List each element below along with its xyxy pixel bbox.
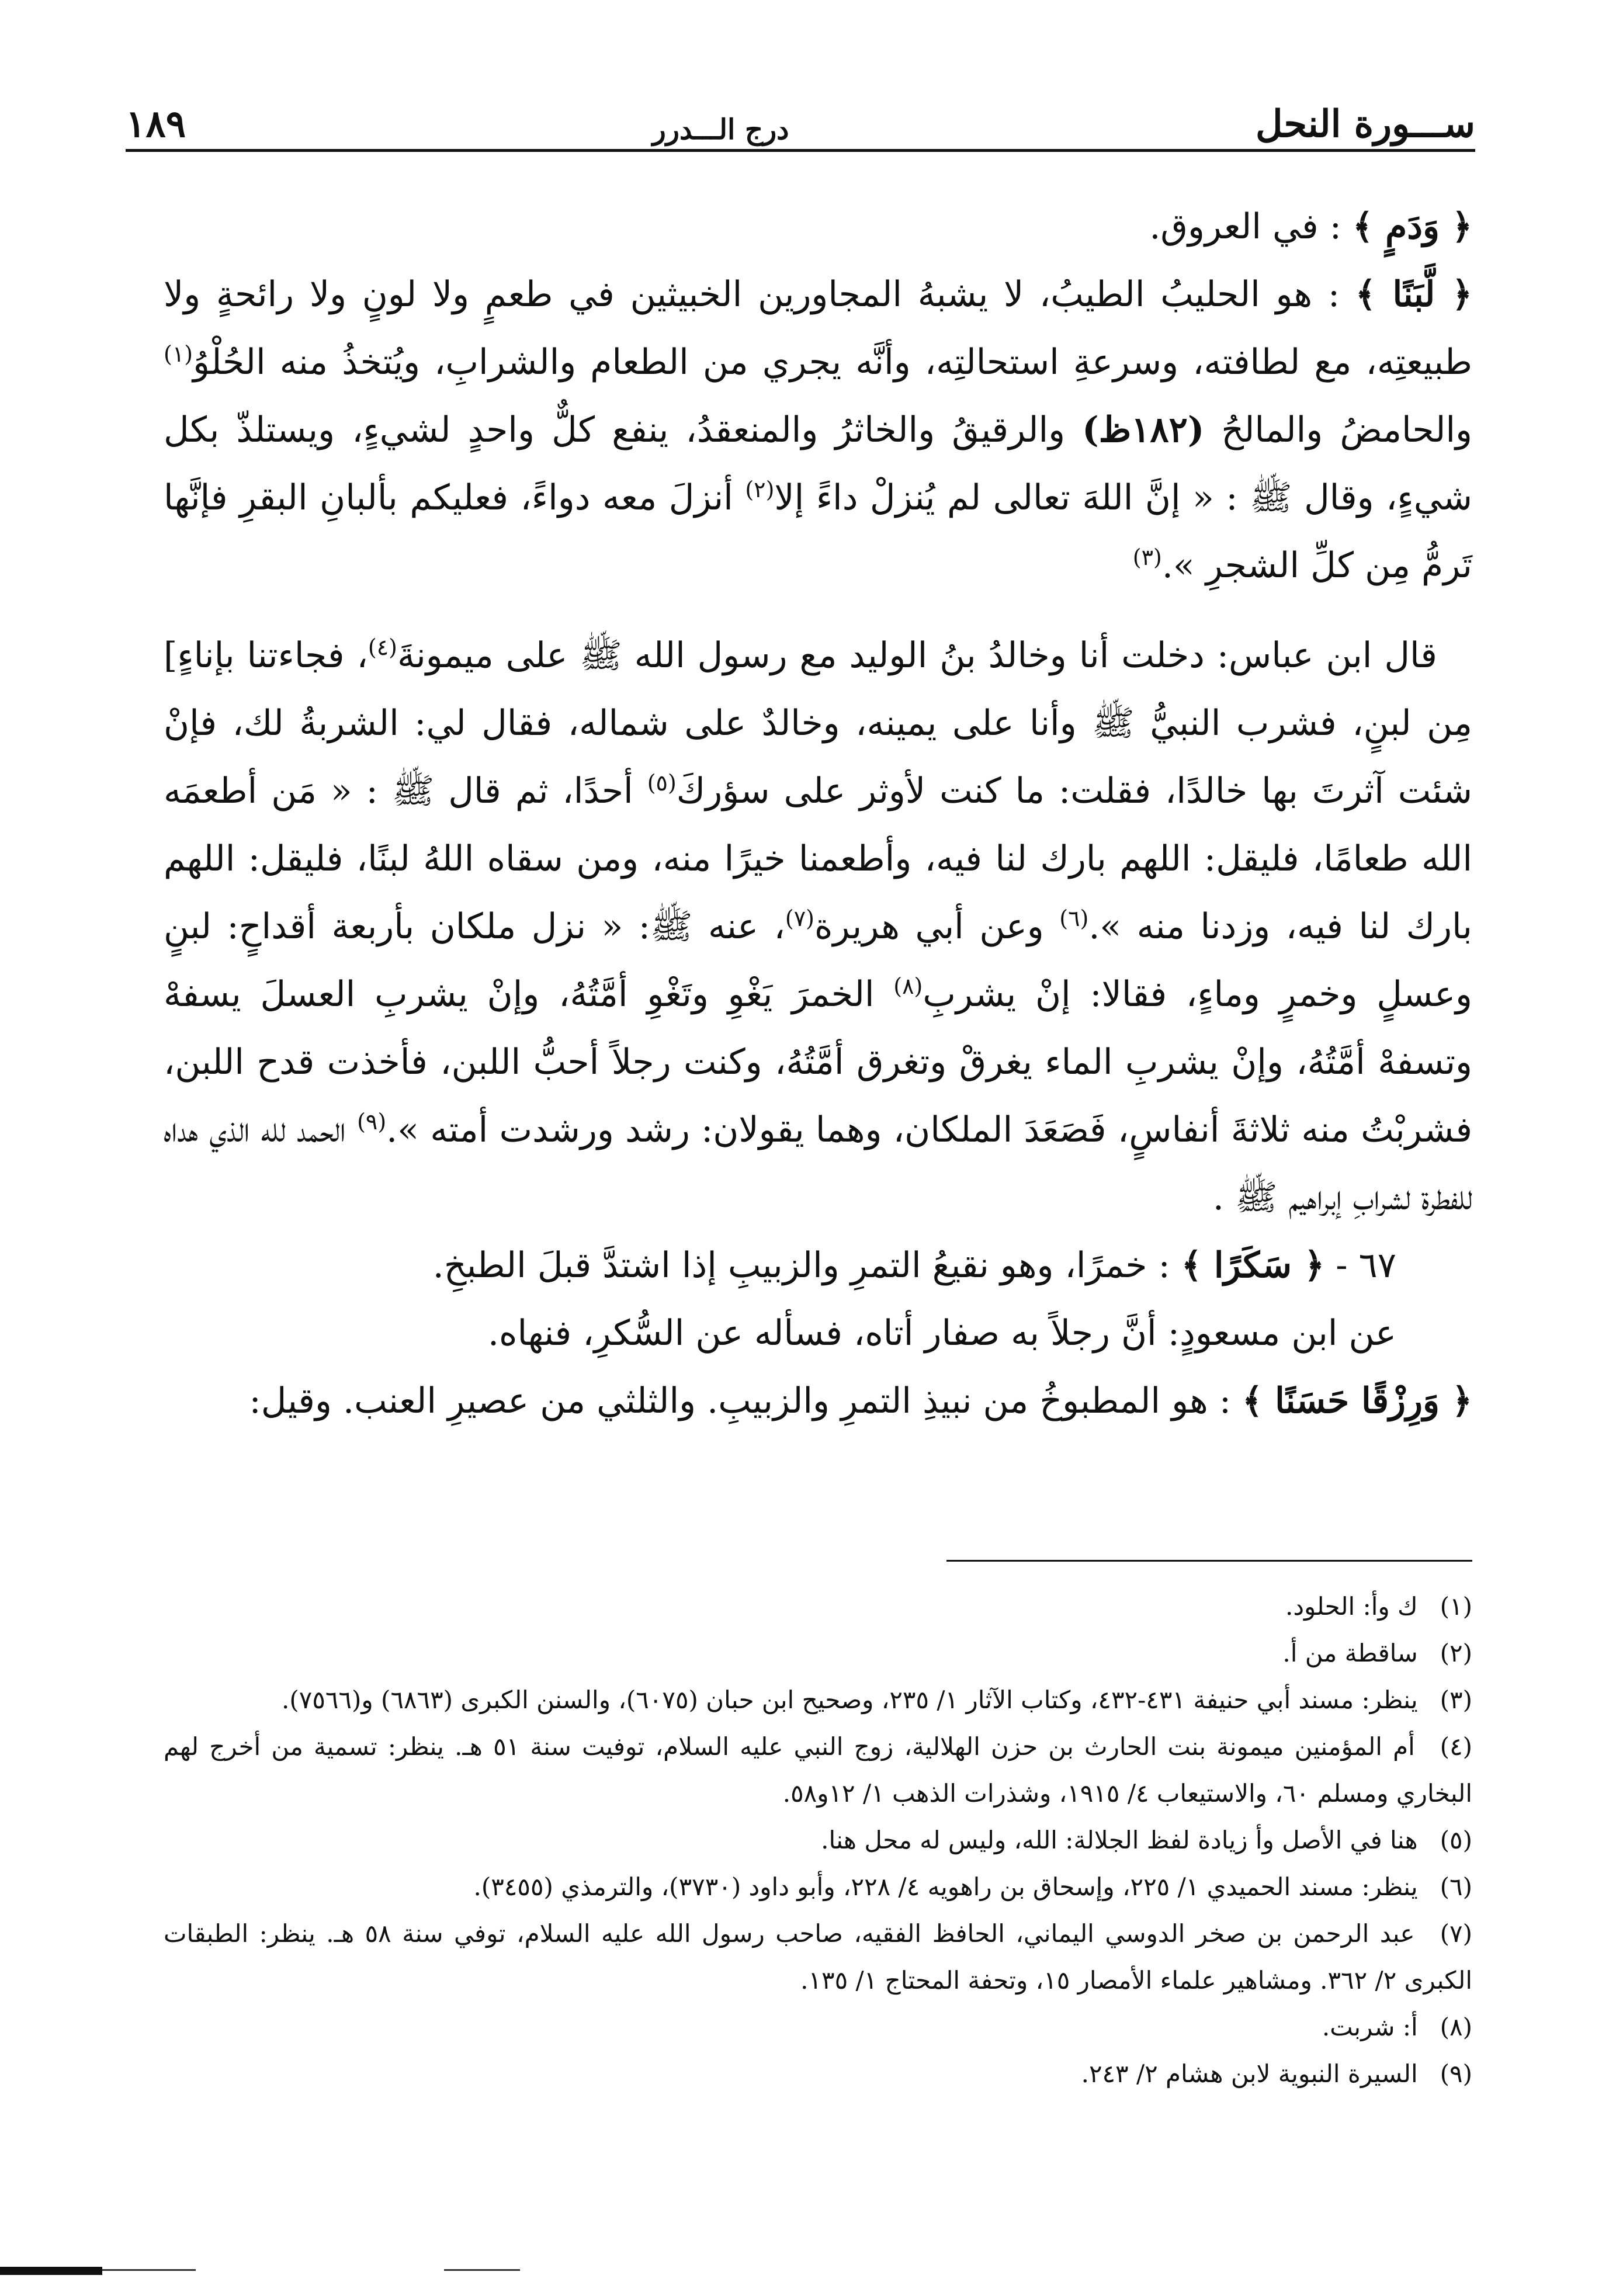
footnote-number: (٤) (1440, 1732, 1473, 1761)
page-number: ١٨٩ (126, 102, 186, 146)
page-edge-line (444, 2269, 520, 2271)
footnote-number: (٩) (1440, 2059, 1472, 2088)
footnotes (164, 1583, 1472, 2097)
footnote-divider (946, 1560, 1472, 1562)
footnote-text: السيرة النبوية لابن هشام ٢/ ٢٤٣. (1081, 2059, 1426, 2088)
footnote-text: ينظر: مسند أبي حنيفة ٤٣١-٤٣٢، وكتاب الآثار ١/ ٢٣٥، وصحيح ابن حبان (٦٠٧٥)، والسنن الكبرى (٦٨٦٣) و(٧٥٦٦). (282, 1685, 1426, 1714)
footnote-text: هنا في الأصل وأ زيادة لفظ الجلالة: الله، وليس له محل هنا. (821, 1826, 1426, 1854)
footnote-number: (٥) (1440, 1826, 1472, 1854)
footnote-text: ساقطة من أ. (1282, 1639, 1426, 1667)
footnote-number: (١) (1440, 1592, 1472, 1621)
footnote-number: (٨) (1440, 2013, 1472, 2041)
footnote-item (164, 2051, 1472, 2097)
page-edge-line (102, 2269, 196, 2271)
footnote-text: أم المؤمنين ميمونة بنت الحارث بن حزن الهلالية، زوج النبي عليه السلام، توفيت سنة ٥١ هـ. ينظر: تسمية من أخرج لهم البخاري ومسلم ٦٠، والاستيعاب ٤/ ١٩١٥، وشذرات الذهب ١/ ١٢و٥٨. (164, 1732, 1472, 1808)
footnote-text: ك وأ: الحلود. (1285, 1592, 1426, 1621)
footnote-text: أ: شربت. (1322, 2013, 1426, 2041)
footnote-number: (٦) (1440, 1872, 1472, 1901)
footnote-text: عبد الرحمن بن صخر الدوسي اليماني، الحافظ الفقيه، صاحب رسول الله عليه السلام، توفي سنة ٥٨ هـ. ينظر: الطبقات الكبرى ٢/ ٣٦٢. ومشاهير علماء الأمصار ١٥، وتحفة المحتاج ١/ ١٣٥. (164, 1919, 1472, 1995)
footnote-item (164, 2004, 1472, 2051)
commentary-line: ﴿ وَدَمٍ ﴾ : في العروق. (1149, 206, 1472, 247)
main-text (164, 193, 1472, 1435)
page-edge-mark (0, 2267, 102, 2275)
footnote-item (164, 1817, 1472, 1864)
footnote-item (164, 1910, 1472, 2004)
footnote-item (164, 1583, 1472, 1630)
footnote-item (164, 1723, 1472, 1817)
footnote-number: (٣) (1440, 1685, 1472, 1714)
footnote-item (164, 1864, 1472, 1910)
footnote-number: (٢) (1440, 1639, 1472, 1667)
hadith-paragraph: قال ابن عباس: دخلت أنا وخالدُ بنُ الوليد مع رسول الله ﷺ على ميمونةَ$^{(٤)}$، فجاءتنا بإناءٍ] مِن لبنٍ، فشرب النبيُّ ﷺ وأنا على يمينه، وخالدٌ على شماله، فقال لي: الشربةُ لك، فإنْ شئت آثرتَ بها خالدًا، فقلت: ما كنت لأوثر على سؤركَ$^{(٥)}$ أحدًا، ثم قال ﷺ : « مَن أطعمَه الله طعامًا، فليقل: اللهم بارك لنا فيه، وأطعمنا خيرًا منه، ومن سقاه اللهُ لبنًا، فليقل: اللهم بارك لنا فيه، وزدنا منه ».$^{(٦)}$ وعن أبي هريرة$^{(٧)}$، عنه ﷺ: « نزل ملكان بأربعة أقداحٍ: لبنٍ وعسلٍ وخمرٍ وماءٍ، فقالا: إنْ يشربِ$^{(٨)}$ الخمرَ يَغْوِ وتَغْوِ أمَّتُهُ، وإنْ يشربِ العسلَ يسفهْ وتسفهْ أمَّتُهُ، وإنْ يشربِ الماء يغرقْ وتغرق أمَّتُهُ، وكنت رجلاً أحبُّ اللبن، فأخذت قدح اللبن، فشربْتُ منه ثلاثةَ أنفاسٍ، فَصَعَدَ الملكان، وهما يقولان: رشد ورشدت أمته ».$^{(٩)}$ الحمد لله الذي هداه للفطرة لشرابِ إبراهيم ﷺ . (164, 634, 1473, 1218)
footnote-item (164, 1677, 1472, 1723)
commentary-paragraph: ﴿ لَّبَنًا ﴾ : هو الحليبُ الطيبُ، لا يشبهُ المجاورين الخبيثين في طعمٍ ولا لونٍ ولا رائحةٍ ولا طبيعتِه، مع لطافته، وسرعةِ استحالتِه، وأنَّه يجري من الطعام والشرابِ، ويُتخذُ منه الحُلْوُ$^{(١)}$ والحامضُ والمالحُ (١٨٢ظ) والرقيقُ والخاثرُ والمنعقدُ، ينفع كلٌّ واحدٍ لشيءٍ، ويستلذّ بكل شيءٍ، وقال ﷺ : « إنَّ اللهَ تعالى لم يُنزلْ داءً إلا$^{(٢)}$ أنزلَ معه دواءً، فعليكم بألبانِ البقرِ فإنَّها تَرمُّ مِن كلِّ الشجرِ ».$^{(٣)}$ (164, 274, 1472, 586)
verse-heading: ٦٧ - ﴿ سَكَرًا ﴾ : خمرًا، وهو نقيعُ التمرِ والزبيبِ إذا اشتدَّ قبلَ الطبخِ. (432, 1245, 1396, 1286)
header-divider (126, 149, 1475, 152)
footnote-item (164, 1630, 1472, 1677)
footnote-text: ينظر: مسند الحميدي ١/ ٢٢٥، وإسحاق بن راهويه ٤/ ٢٢٨، وأبو داود (٣٧٣٠)، والترمذي (٣٤٥٥). (473, 1872, 1426, 1901)
page-header (126, 82, 1475, 146)
commentary-line: ﴿ وَرِزْقًا حَسَنًا ﴾ : هو المطبوخُ من نبيذِ التمرِ والزبيبِ. والثلثي من عصيرِ العنب. وقيل: (249, 1381, 1472, 1421)
commentary-line: عن ابن مسعودٍ: أنَّ رجلاً به صفار أتاه، فسأله عن السُّكرِ، فنهاه. (487, 1313, 1396, 1354)
footnote-number: (٧) (1440, 1919, 1472, 1948)
book-title: درج الـــدرر (652, 113, 789, 146)
surah-title: ســـورة النحل (1255, 102, 1475, 146)
